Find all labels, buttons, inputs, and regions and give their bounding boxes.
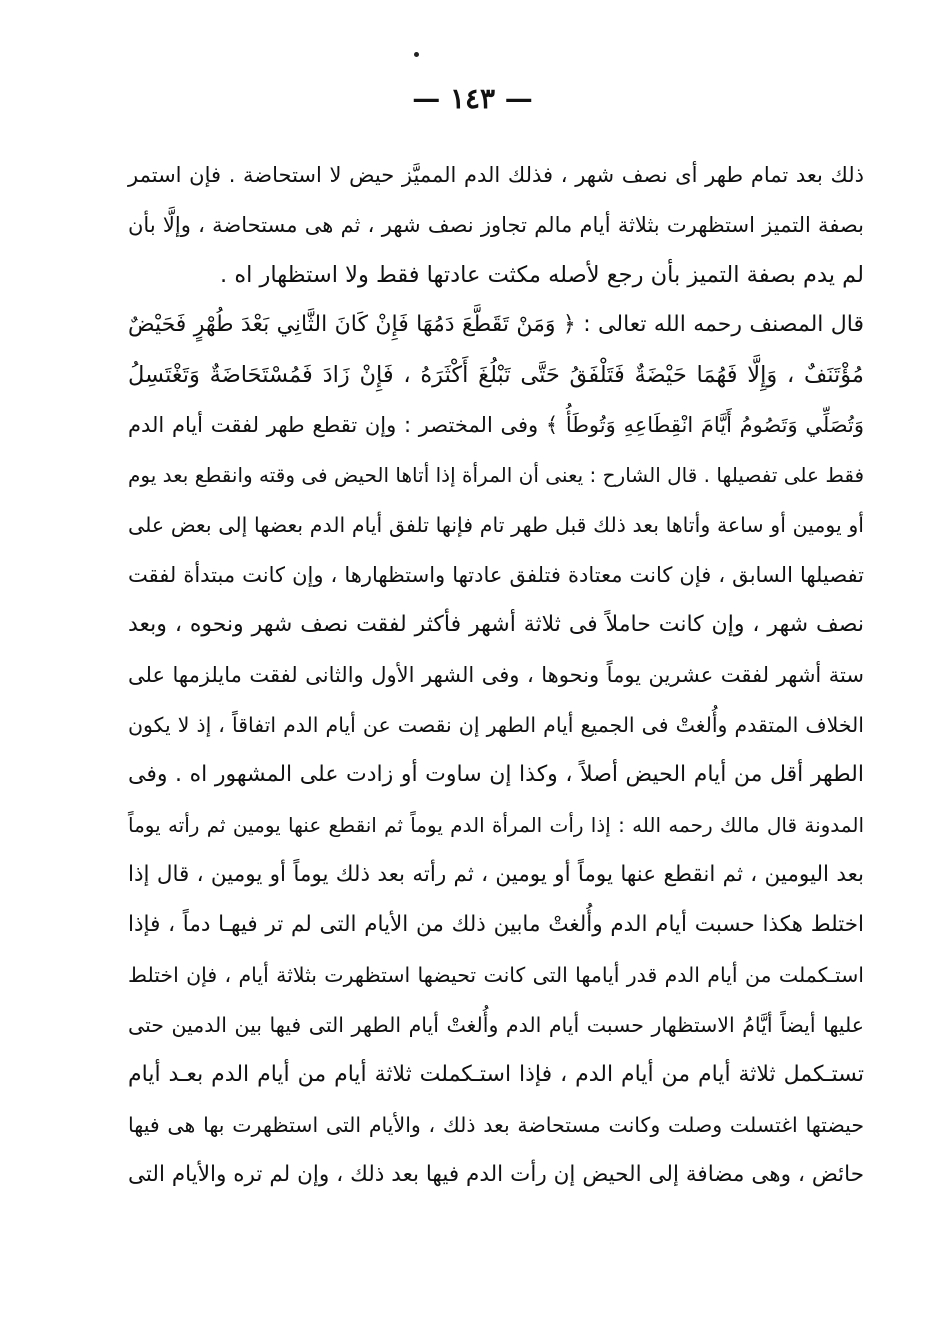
text-line: وَتُصَلِّي وَتَصُومُ أَيَّامَ انْقِطَاعِهِ وَتُوطَأُ ﴾ وفى المختصر : وإن تقطع طهر لفقت أيام الدم — [128, 413, 864, 437]
text-line: ستة أشهر لفقت عشرين يوماً ونحوها ، وفى الشهر الأول والثانى لفقت مايلزمها على — [128, 663, 864, 687]
text-line: ذلك بعد تمام طهر أى نصف شهر ، فذلك الدم المميَّز حيض لا استحاضة . فإن استمر — [128, 163, 864, 187]
body-text — [128, 150, 864, 1200]
text-line: تفصيلها السابق ، فإن كانت معتادة فتلفق عادتها واستظهارها ، وإن كانت مبتدأة لفقت — [128, 563, 864, 587]
text-line: حائض ، وهى مضافة إلى الحيض إن رأت الدم فيها بعد ذلك ، وإن لم تره والأيام التى — [128, 1162, 864, 1187]
text-line: المدونة قال مالك رحمه الله : إذا رأت المرأة الدم يوماً ثم انقطع عنها يومين ثم رأته يوماً — [128, 813, 864, 837]
ink-dot — [414, 52, 419, 57]
text-line: الطهر أقل من أيام الحيض أصلاً ، وكذا إن ساوت أو زادت على المشهور اه . وفى — [128, 762, 864, 787]
text-line: فقط على تفصيلها . قال الشارح : يعنى أن المرأة إذا أتاها الحيض فى وقته وانقطع بعد يوم — [128, 463, 864, 487]
text-line: اختلط هكذا حسبت أيام الدم وأُلغتْ مابين ذلك من الأيام التى لم تر فيهـا دماً ، فإذا — [128, 912, 864, 937]
text-line: بعد اليومين ، ثم انقطع عنها يوماً أو يومين ، ثم رأته بعد ذلك يوماً أو يومين ، قال إذا — [128, 862, 864, 887]
text-line: بصفة التميز استظهرت بثلاثة أيام مالم تجاوز نصف شهر ، ثم هى مستحاضة ، وإلَّا بأن — [128, 213, 864, 237]
page-number: — ١٤٣ — — [412, 82, 533, 115]
text-line: لم يدم بصفة التميز بأن رجع لأصله مكثت عادتها فقط ولا استظهار اه . — [220, 262, 864, 288]
text-line: حيضتها اغتسلت وصلت وكانت مستحاضة بعد ذلك ، والأيام التى استظهرت بها هى فيها — [128, 1113, 864, 1137]
text-line: عليها أيضاً أيَّامُ الاستظهار حسبت أيام الدم وأُلغتْ أيام الطهر التى فيها بين الدمين حتى — [128, 1013, 864, 1037]
text-line: قال المصنف رحمه الله تعالى : ﴿ وَمَنْ تَقَطَّعَ دَمُهَا فَإِنْ كَانَ الثَّانِي بَعْدَ طُهْرٍ فَحَيْضٌ — [128, 312, 864, 337]
text-line: الخلاف المتقدم وأُلغتْ فى الجميع أيام الطهر إن نقصت عن أيام الدم اتفاقاً ، إذ لا يكون — [128, 713, 864, 737]
text-line: استـكملت من أيام الدم قدر أيامها التى كانت تحيضها استظهرت بثلاثة أيام ، فإن اختلط — [128, 963, 864, 987]
text-line: مُؤْتَنَفٌ ، وَإِلَّا فَهُمَا حَيْضَةٌ فَتَلْفَقُ حَتَّى تَبْلُغَ أَكْثَرَهُ ، فَإِنْ زَادَ فَمُسْتَحَاضَةٌ وَتَغْتَسِلُ — [128, 362, 864, 388]
text-line: تستـكمل ثلاثة أيام من أيام الدم ، فإذا استـكملت ثلاثة أيام من أيام الدم بعـد أيام — [128, 1062, 864, 1087]
text-line: نصف شهر ، وإن كانت حاملاً فى ثلاثة أشهر فأكثر لفقت نصف شهر ونحوه ، وبعد — [128, 612, 864, 637]
text-line: أو يومين أو ساعة وأتاها بعد ذلك قبل طهر تام فإنها تلفق أيام الدم بعضها إلى بعض على — [128, 513, 864, 537]
